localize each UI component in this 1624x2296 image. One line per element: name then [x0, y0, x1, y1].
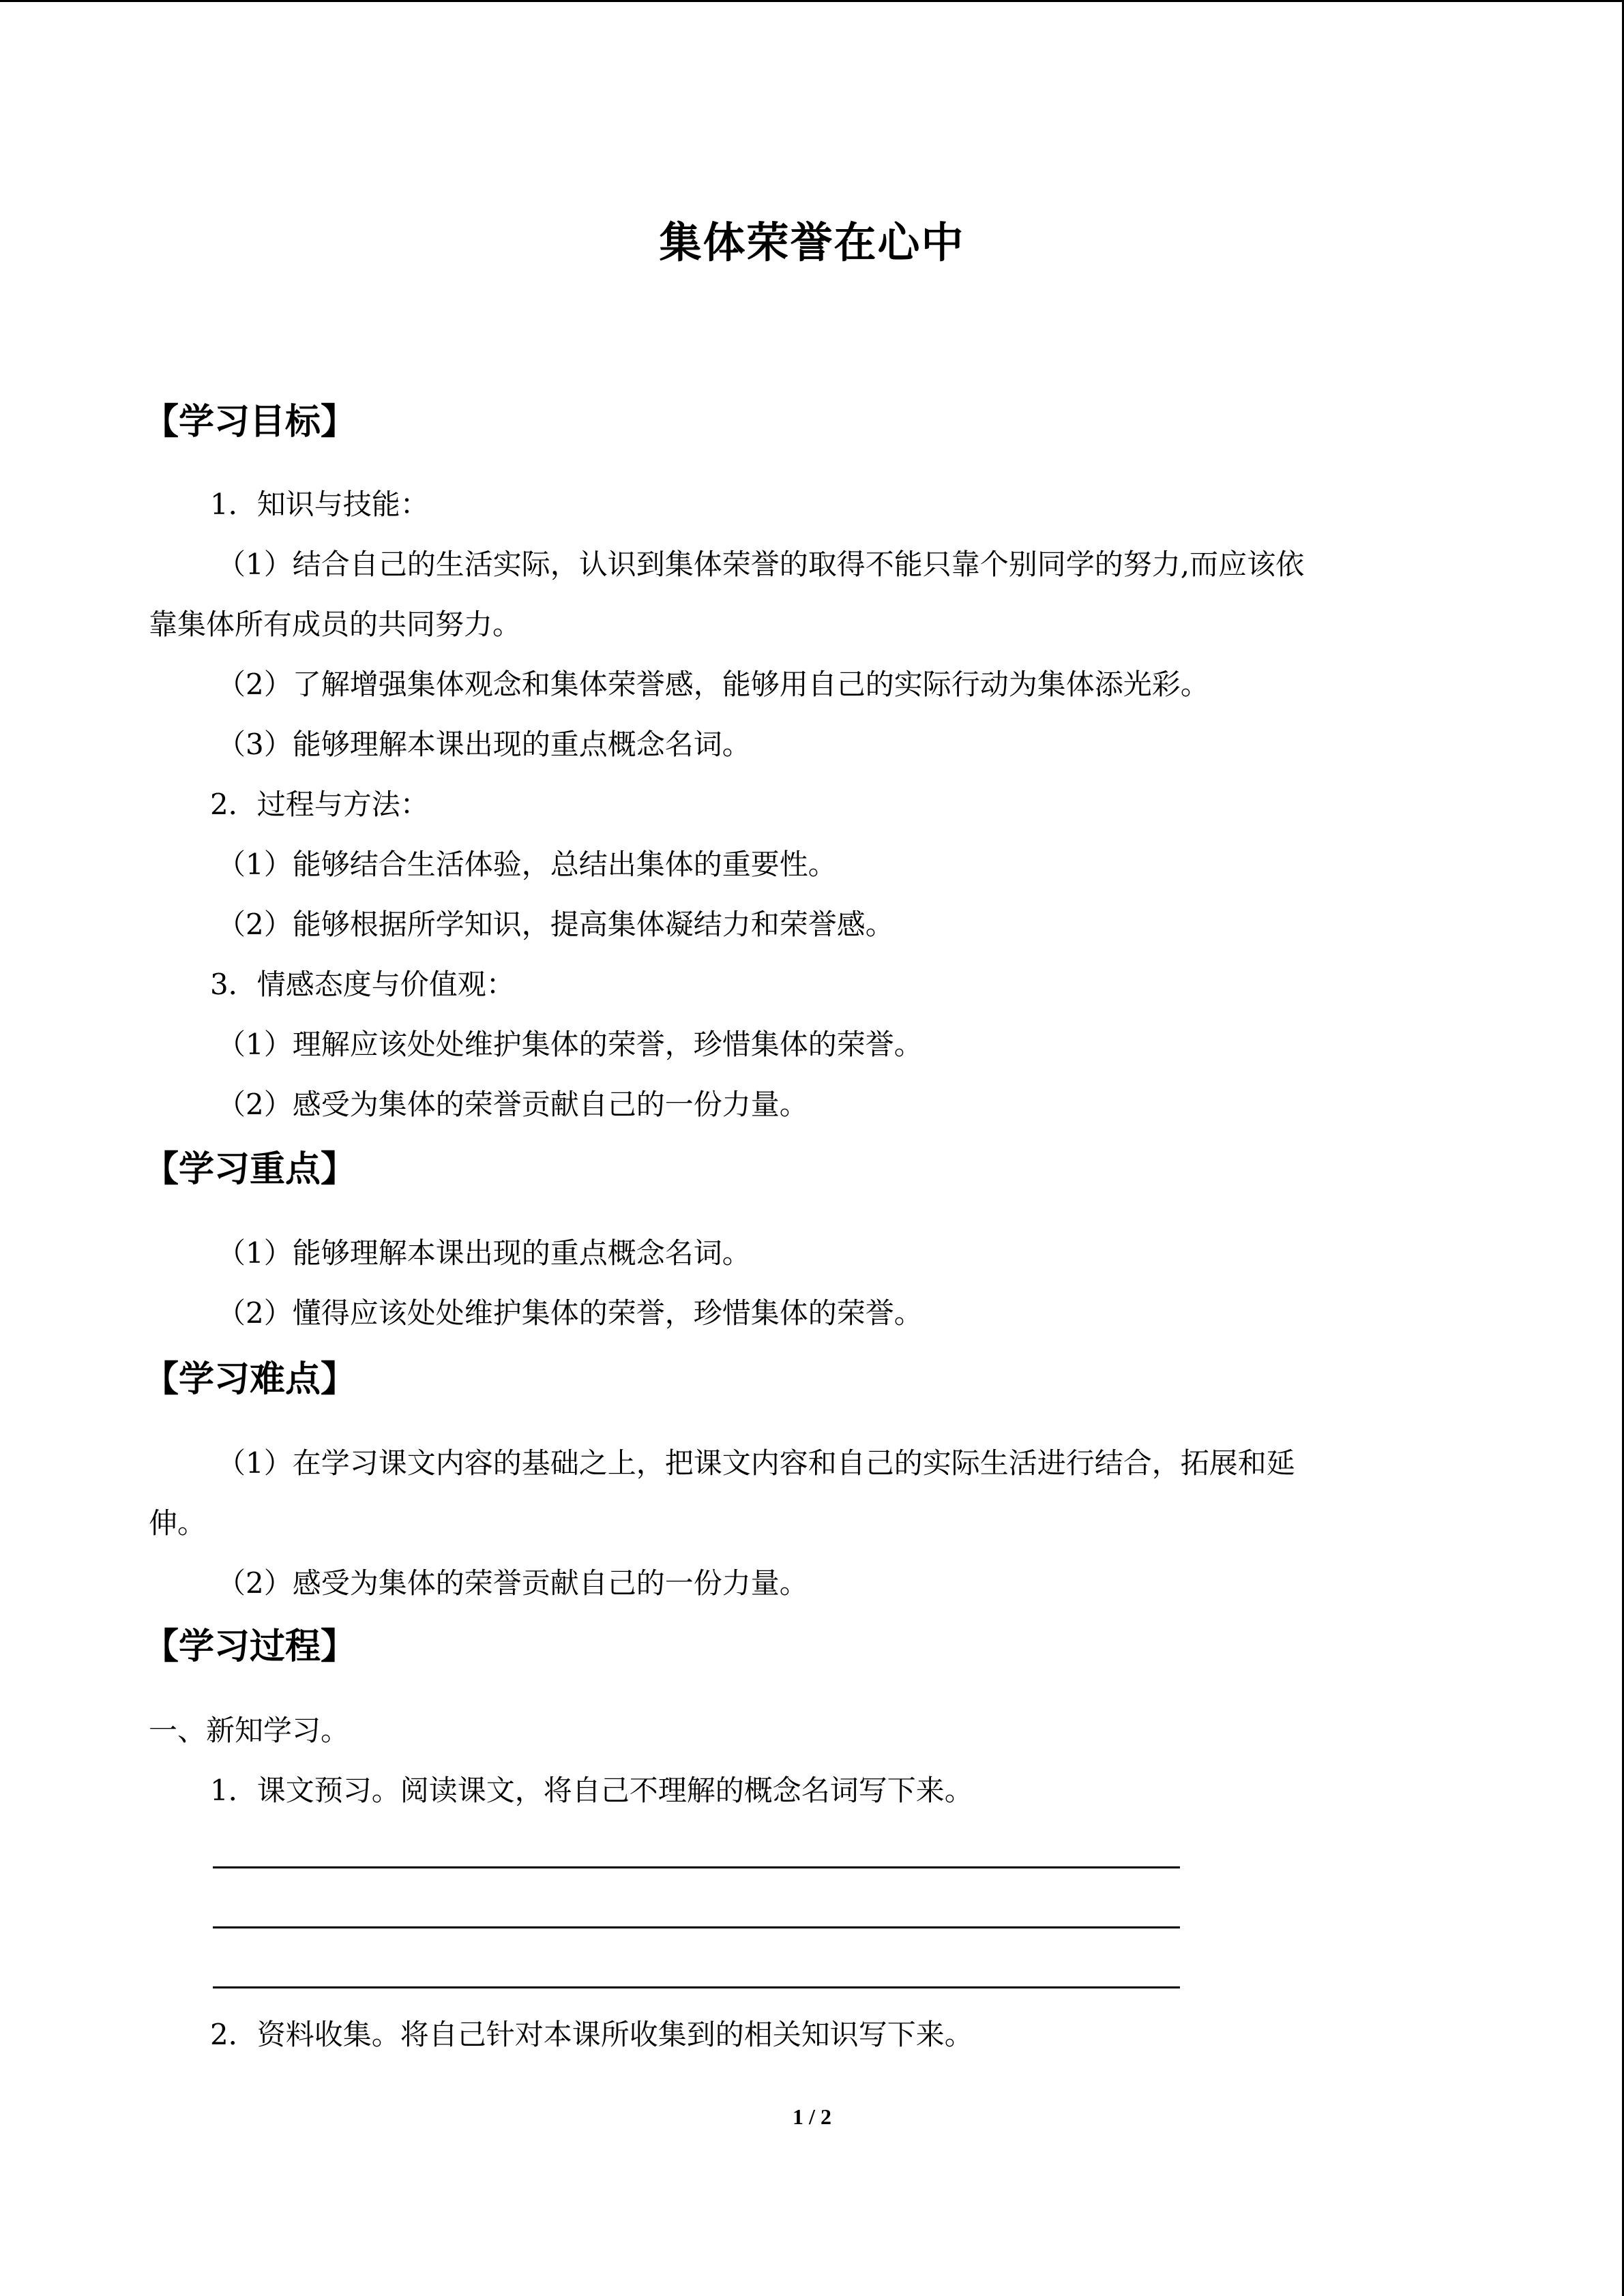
objective-3-2: （2）感受为集体的荣誉贡献自己的一份力量。: [217, 1088, 808, 1121]
objective-emotion-values: 3．情感态度与价值观：: [210, 968, 515, 1001]
objective-1-1-line1: （1）结合自己的生活实际，认识到集体荣誉的取得不能只靠个别同学的努力,而应该依: [217, 548, 1305, 581]
difficulty-2: （2）感受为集体的荣誉贡献自己的一份力量。: [217, 1566, 808, 1600]
key-point-2: （2）懂得应该处处维护集体的荣誉，珍惜集体的荣誉。: [217, 1296, 923, 1330]
page-title: 集体荣誉在心中: [659, 218, 965, 267]
section-heading-difficulties: 【学习难点】: [143, 1359, 357, 1400]
key-point-1: （1）能够理解本课出现的重点概念名词。: [217, 1236, 751, 1270]
objective-2-1: （1）能够结合生活体验，总结出集体的重要性。: [217, 848, 837, 881]
objective-process-methods: 2．过程与方法：: [210, 788, 429, 821]
process-part-1: 一、新知学习。: [149, 1714, 350, 1747]
answer-blank-line[interactable]: [213, 1986, 1180, 1988]
objective-2-2: （2）能够根据所学知识，提高集体凝结力和荣誉感。: [217, 908, 894, 941]
difficulty-1-line1: （1）在学习课文内容的基础之上，把课文内容和自己的实际生活进行结合，拓展和延: [217, 1446, 1295, 1480]
objective-1-3: （3）能够理解本课出现的重点概念名词。: [217, 728, 751, 761]
objective-1-1-line2: 靠集体所有成员的共同努力。: [149, 608, 522, 641]
section-heading-process: 【学习过程】: [143, 1626, 357, 1667]
objective-1-2: （2）了解增强集体观念和集体荣誉感，能够用自己的实际行动为集体添光彩。: [217, 668, 1209, 701]
objective-3-1: （1）理解应该处处维护集体的荣誉，珍惜集体的荣誉。: [217, 1028, 923, 1061]
page-number: 1 / 2: [793, 2104, 831, 2129]
objective-knowledge-skills: 1．知识与技能：: [210, 488, 429, 521]
answer-blank-line[interactable]: [213, 1866, 1180, 1868]
section-heading-key-points: 【学习重点】: [143, 1149, 357, 1190]
section-heading-objectives: 【学习目标】: [143, 402, 357, 443]
answer-blank-line[interactable]: [213, 1926, 1180, 1928]
process-task-2: 2．资料收集。将自己针对本课所收集到的相关知识写下来。: [210, 2018, 973, 2051]
difficulty-1-line2: 伸。: [149, 1506, 207, 1540]
process-task-1: 1．课文预习。阅读课文，将自己不理解的概念名词写下来。: [210, 1774, 973, 1807]
